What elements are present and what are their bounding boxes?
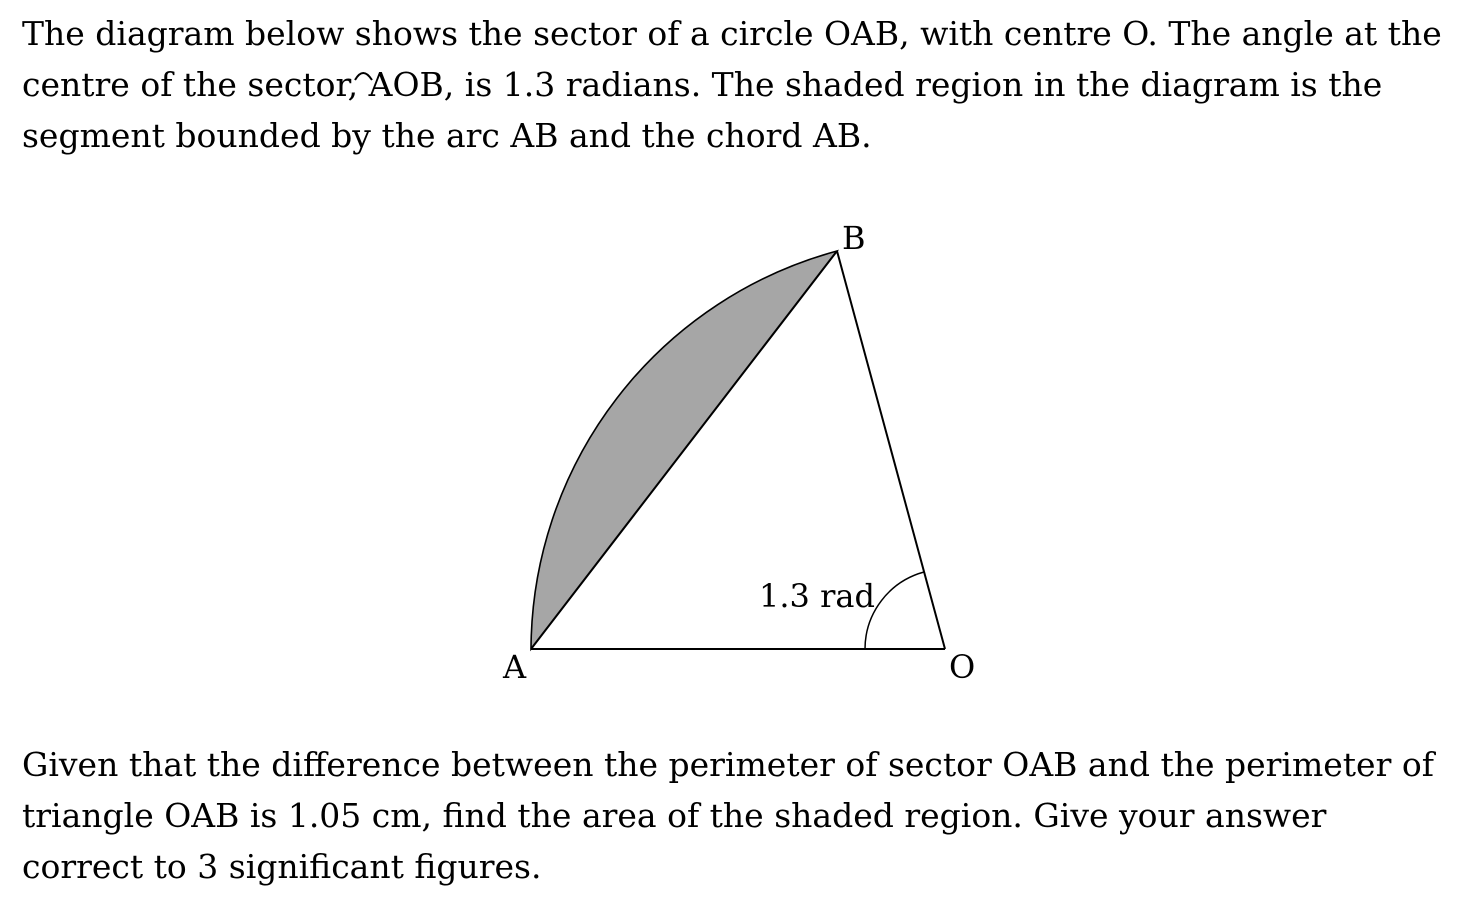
angle-hat-mark <box>355 73 372 80</box>
angle-vertex-letter: O <box>392 65 420 104</box>
label-a: A <box>503 648 527 686</box>
intro-text-part1: The diagram below shows the sector of a circle OAB, with centre O. The angle at the centre of the sector, A <box>22 14 1442 104</box>
intro-text-part2: B, is 1.3 radians. The shaded region in the diagram is the segment bounded by the arc AB and the chord AB. <box>22 65 1383 155</box>
label-o: O <box>949 648 976 686</box>
question-paragraph: Given that the difference between the perimeter of sector OAB and the perimeter of triangle OAB is 1.05 cm, find the area of the shaded region. Give your answer correct to 3 significant figures. <box>22 745 1434 886</box>
angle-label: 1.3 rad <box>759 577 875 615</box>
label-b: B <box>842 219 866 257</box>
